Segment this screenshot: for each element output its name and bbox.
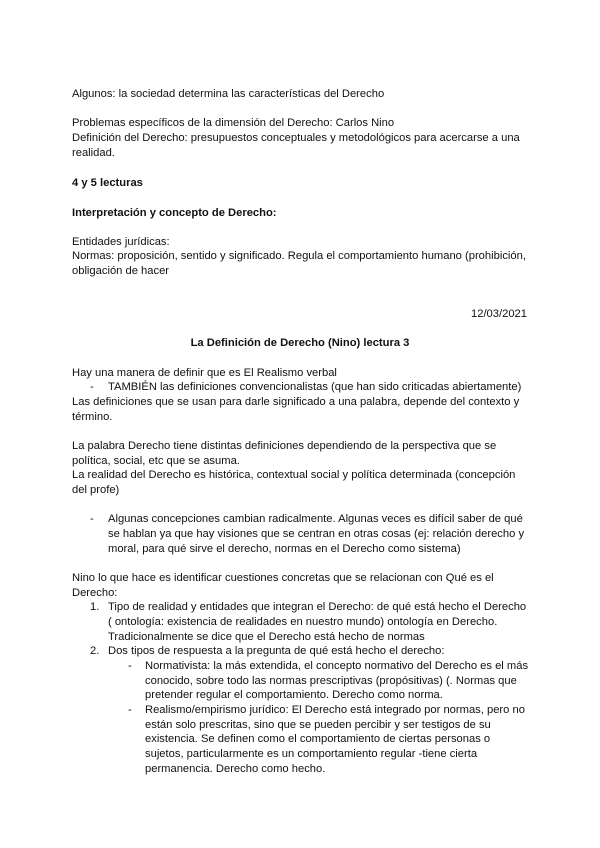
list-number: 1. (90, 601, 100, 613)
sub-bullet-text: Realismo/empirismo jurídico: El Derecho está integrado por normas, pero no (145, 704, 525, 716)
text-line: del profe) (72, 484, 120, 496)
text-line: Nino lo que hace es identificar cuestiones concretas que se relacionan con Qué es el (72, 572, 494, 584)
date-label: 12/03/2021 (471, 308, 527, 320)
text-line: La realidad del Derecho es histórica, contextual social y política determinada (concepción (72, 469, 516, 481)
text-line: Entidades jurídicas: (72, 236, 170, 248)
list-item-text: Dos tipos de respuesta a la pregunta de qué está hecho el derecho: (108, 645, 445, 657)
bullet-text: Algunas concepciones cambian radicalmente. Algunas veces es difícil saber de qué (108, 513, 523, 525)
sub-bullet-text: Normativista: la más extendida, el concepto normativo del Derecho es el más (145, 660, 529, 672)
text-line: Las definiciones que se usan para darle significado a una palabra, depende del contexto y (72, 396, 520, 408)
text-line: término. (72, 411, 113, 423)
bullet-dash: - (90, 381, 94, 393)
text-line: Problemas específicos de la dimensión del Derecho: Carlos Nino (72, 117, 395, 129)
bullet-dash: - (128, 660, 132, 672)
text-line: realidad. (72, 147, 115, 159)
section-heading: Interpretación y concepto de Derecho: (72, 207, 277, 219)
list-item-text: Tradicionalmente se dice que el Derecho está hecho de normas (108, 631, 425, 643)
sub-bullet-text: existencia. Se definen como el comportamiento de ciertas personas o (145, 733, 491, 745)
sub-bullet-text: conocido, sobre todo las normas prescriptivas (propósitivas) (. Normas que (145, 675, 517, 687)
text-line: Derecho: (72, 587, 118, 599)
bullet-text: TAMBIÉN las definiciones convencionalistas (que han sido criticadas abiertamente) (108, 381, 522, 393)
text-line: obligación de hacer (72, 265, 170, 277)
text-line: La palabra Derecho tiene distintas definiciones dependiendo de la perspectiva que se (72, 440, 497, 452)
list-number: 2. (90, 645, 100, 657)
sub-bullet-text: están solo prescritas, sino que se pueden percibir y ser testigos de su (145, 719, 491, 731)
list-item-text: Tipo de realidad y entidades que integran el Derecho: de qué está hecho el Derecho (108, 601, 527, 613)
bullet-dash: - (128, 704, 132, 716)
sub-bullet-text: permanencia. Derecho como hecho. (145, 763, 326, 775)
text-line: Normas: proposición, sentido y significado. Regula el comportamiento humano (prohibición, (72, 250, 526, 262)
bullet-dash: - (90, 513, 94, 525)
text-line: Hay una manera de definir que es El Realismo verbal (72, 367, 337, 379)
text-line: Definición del Derecho: presupuestos conceptuales y metodológicos para acercarse a una (72, 132, 520, 144)
bullet-text: se hablan ya que hay visiones que se centran en otras cosas (ej: relación derecho y (108, 528, 525, 540)
bullet-text: moral, para qué sirve el derecho, normas en el Derecho como sistema) (108, 543, 461, 555)
sub-bullet-text: sujetos, particularmente es un comportamiento regular -tiene cierta (145, 748, 478, 760)
page-title: La Definición de Derecho (Nino) lectura 3 (190, 337, 410, 349)
text-line: política, social, etc que se asuma. (72, 455, 240, 467)
list-item-text: ( ontología: existencia de realidades en nuestro mundo) ontología en Derecho. (108, 616, 498, 628)
text-line: Algunos: la sociedad determina las características del Derecho (72, 88, 385, 100)
section-heading: 4 y 5 lecturas (72, 177, 143, 189)
sub-bullet-text: pretender regular el comportamiento. Derecho como norma. (145, 689, 443, 701)
